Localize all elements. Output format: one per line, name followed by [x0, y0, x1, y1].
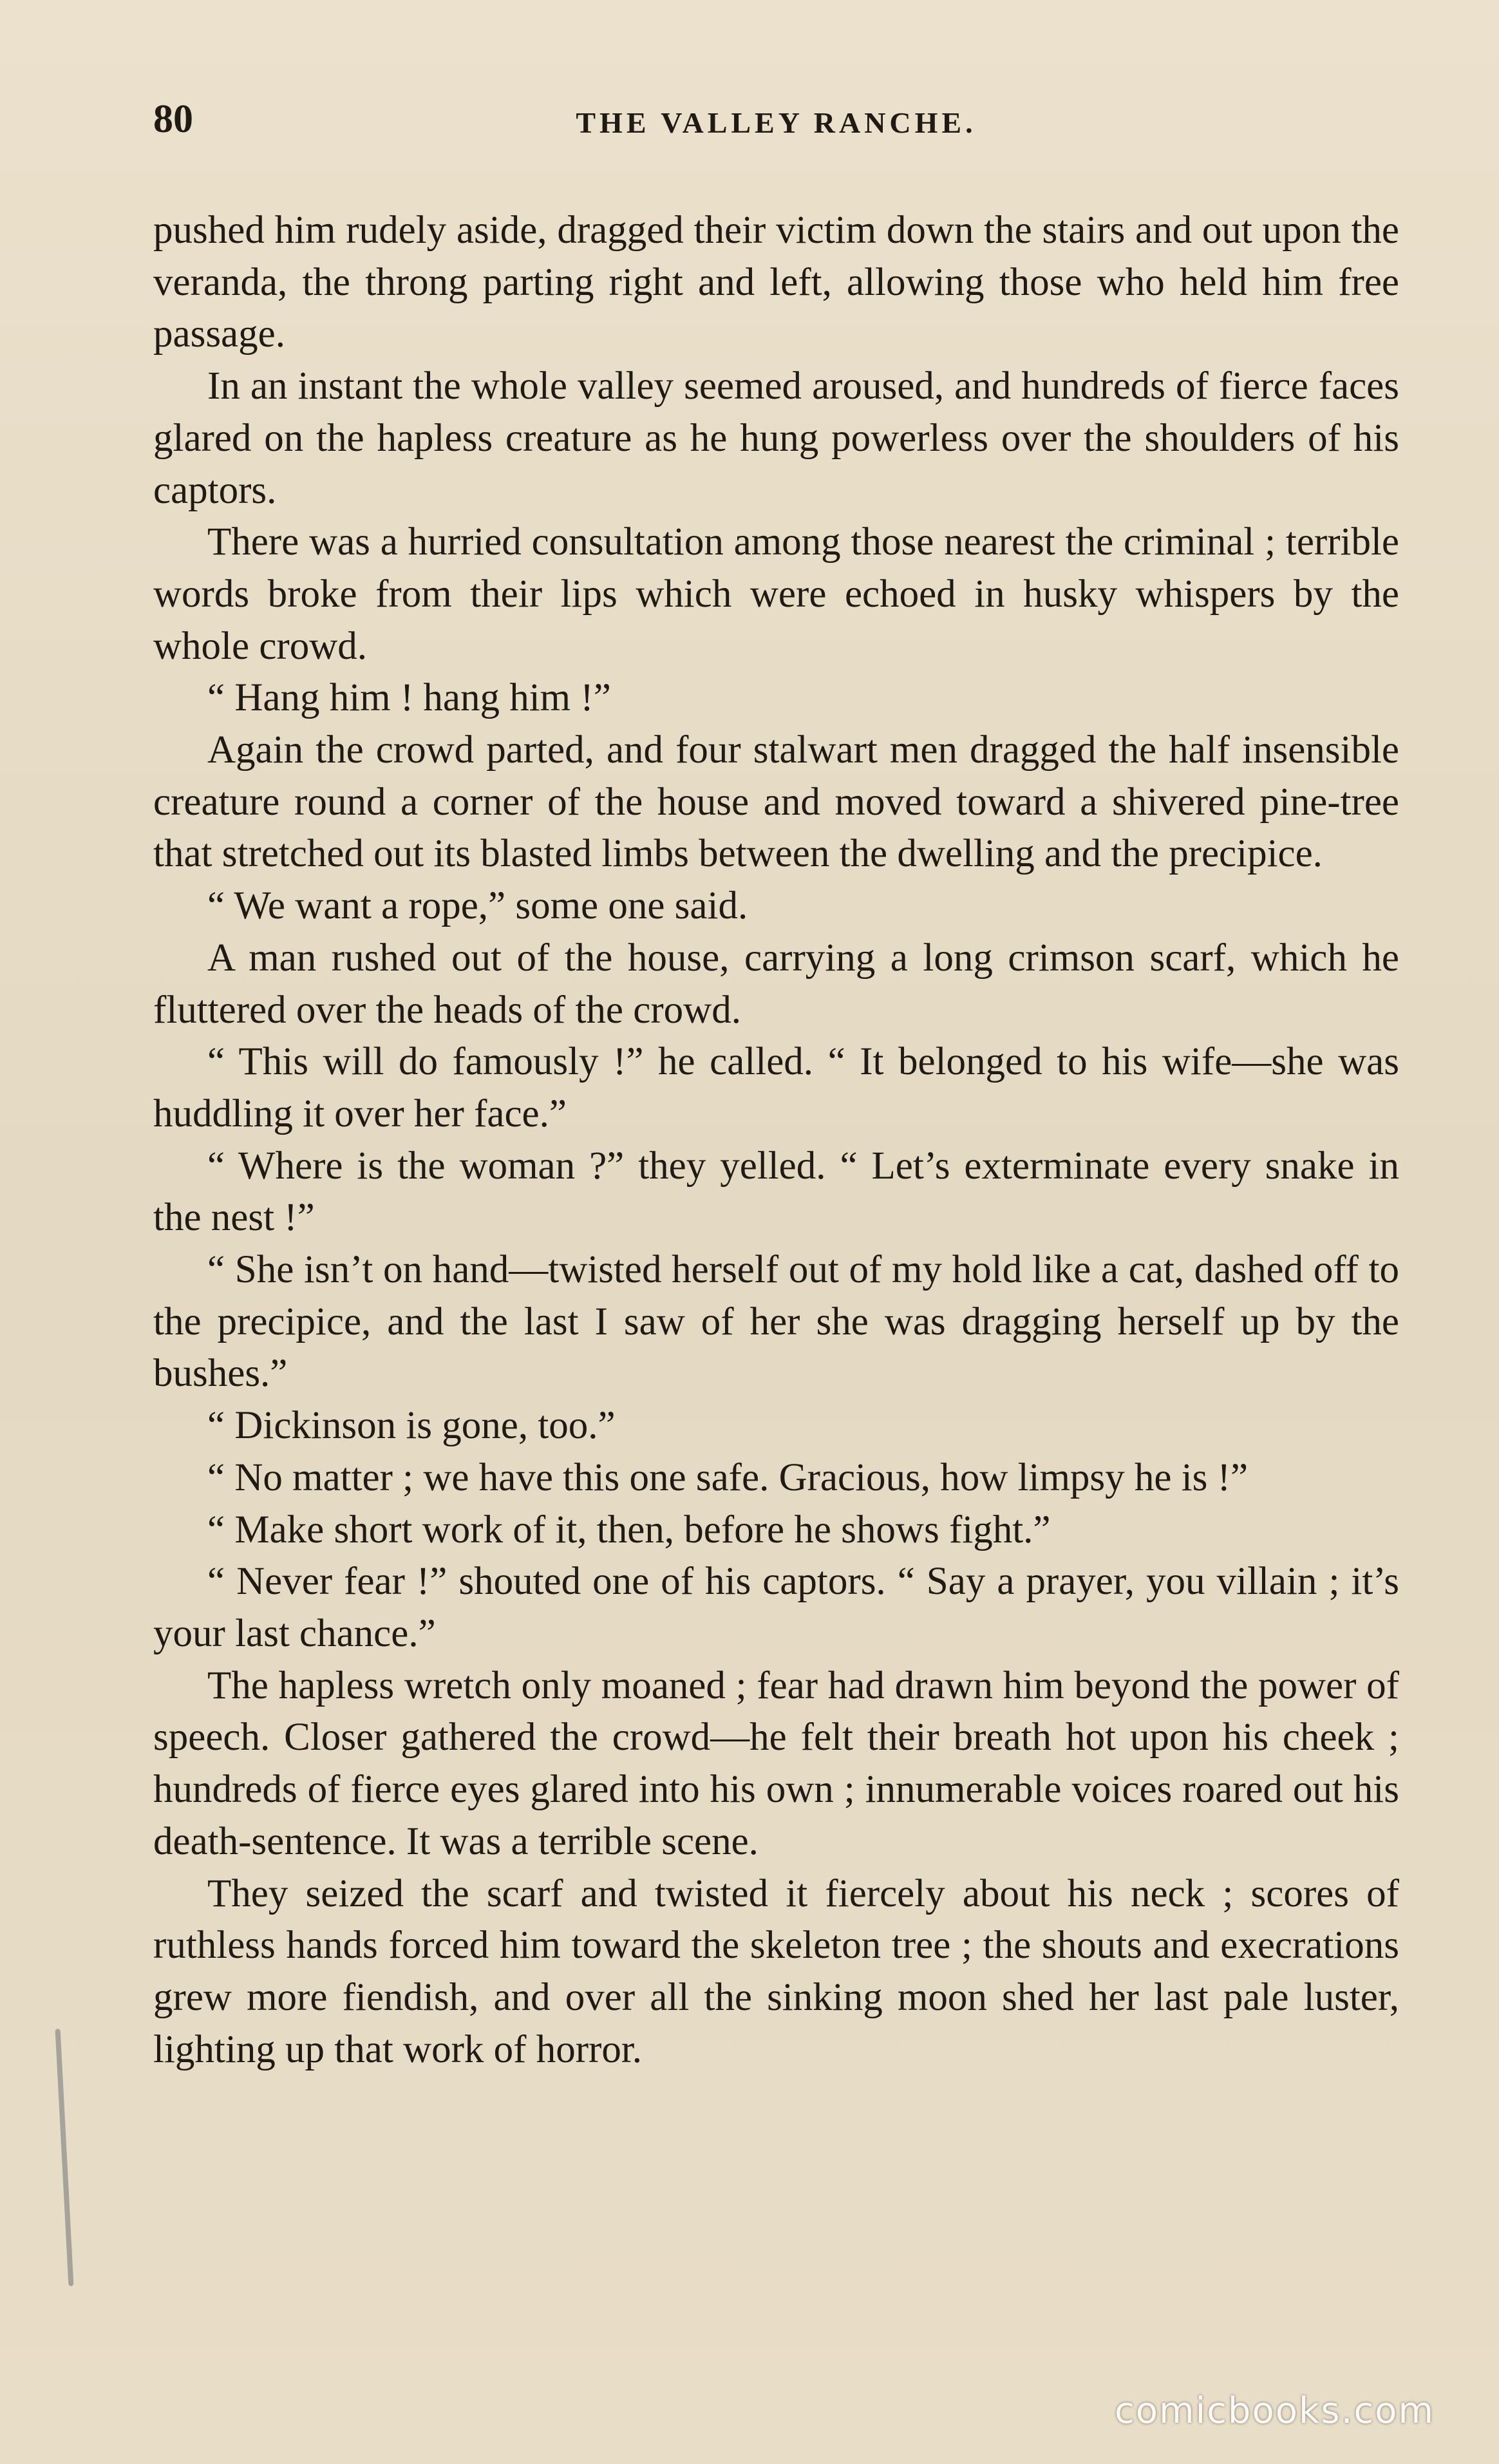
paragraph: “ This will do famously !” he called. “ It belonged to his wife—she was huddling it over her face.”	[153, 1040, 1399, 1135]
paragraph: “ No matter ; we have this one safe. Gracious, how limpsy he is !”	[207, 1455, 1249, 1499]
paragraph: “ She isn’t on hand—twisted herself out of my hold like a cat, dashed off to the precipice, and the last I saw of her she was dragging herself up by the bushes.”	[153, 1248, 1399, 1396]
page-header	[153, 97, 1399, 161]
paragraph: A man rushed out of the house, carrying a long crimson scarf, which he fluttered over the heads of the crowd.	[153, 936, 1399, 1032]
watermark: comicbooks.com	[1114, 2390, 1435, 2432]
paragraph: Again the crowd parted, and four stalwart men dragged the half insensible creature round a corner of the house and moved toward a shivered pine-tree that stretched out its blasted limbs between the dwelling and the precipice.	[153, 728, 1399, 876]
paragraph: There was a hurried consultation among those nearest the criminal ; terrible words broke from their lips which were echoed in husky whispers by the whole crowd.	[153, 520, 1399, 668]
paragraph: “ Never fear !” shouted one of his captors. “ Say a prayer, you villain ; it’s your last chance.”	[153, 1560, 1399, 1655]
pencil-margin-mark	[55, 2029, 74, 2286]
running-head: THE VALLEY RANCHE.	[576, 106, 977, 139]
paragraph: “ Where is the woman ?” they yelled. “ Let’s exterminate every snake in the nest !”	[153, 1144, 1399, 1240]
paragraph: “ Hang him ! hang him !”	[207, 676, 611, 720]
paragraph: “ We want a rope,” some one said.	[207, 884, 748, 928]
paragraph: The hapless wretch only moaned ; fear had drawn him beyond the power of speech. Closer gathered the crowd—he felt their breath hot upon his cheek ; hundreds of fierce eyes glared into his own ; innumerable voices roared out his death-sentence. It was a terrible scene.	[153, 1663, 1399, 1863]
paragraph: In an instant the whole valley seemed aroused, and hundreds of fierce faces glared on the hapless creature as he hung powerless over the shoulders of his captors.	[153, 365, 1399, 512]
paragraph: “ Dickinson is gone, too.”	[207, 1404, 616, 1448]
page-number: 80	[153, 97, 193, 141]
paragraph: “ Make short work of it, then, before he shows fight.”	[207, 1508, 1051, 1551]
paragraph: They seized the scarf and twisted it fiercely about his neck ; scores of ruthless hands forced him toward the skeleton tree ; the shouts and execrations grew more fiendish, and over all the sinking moon shed her last pale luster, lighting up that work of horror.	[153, 1872, 1399, 2071]
paragraph: pushed him rudely aside, dragged their victim down the stairs and out upon the veranda, the throng parting right and left, allowing those who held him free passage.	[153, 209, 1399, 356]
body-text	[153, 205, 1399, 2076]
